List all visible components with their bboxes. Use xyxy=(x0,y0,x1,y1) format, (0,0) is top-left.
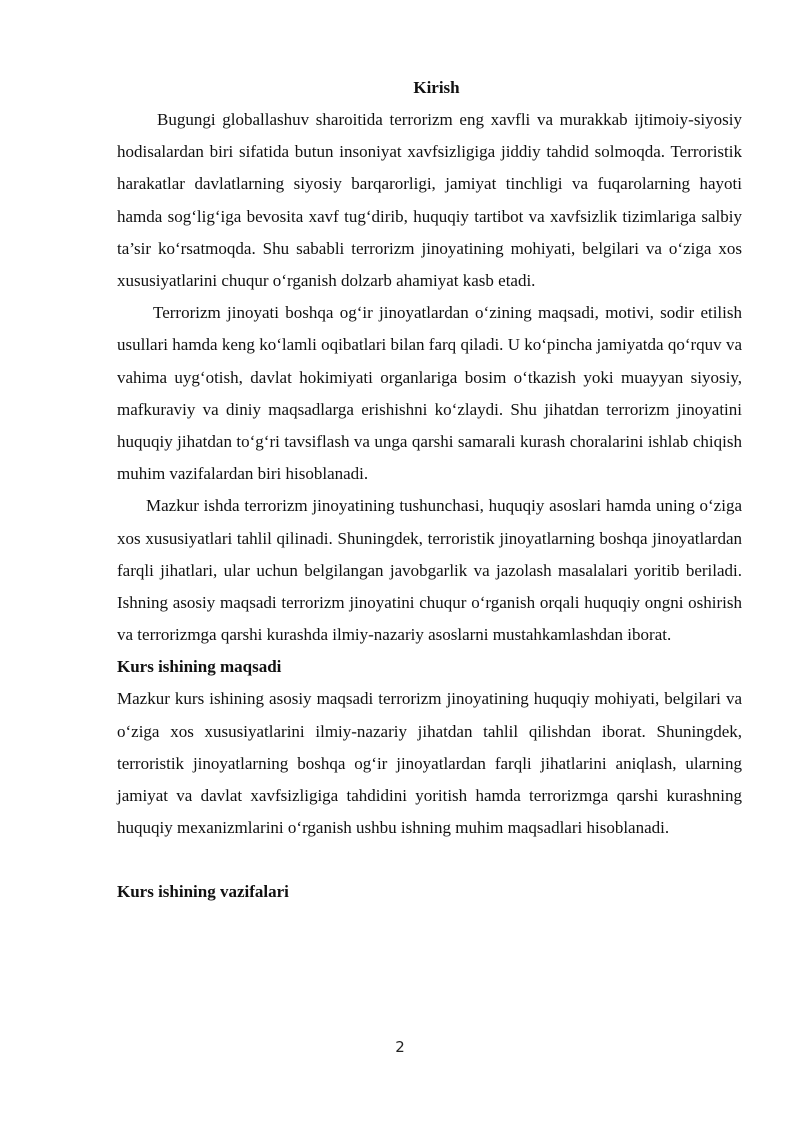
goal-paragraph: Mazkur kurs ishining asosiy maqsadi terrorizm jinoyatining huquqiy mohiyati, belgilari va o‘ziga xos xususiyatlarini ilmiy-nazariy jihatdan tahlil qilishdan iborat. Shuningdek, terroristik jinoyatlarning boshqa og‘ir jinoyatlardan farqli jihatlarini aniqlash, ularning jamiyat va davlat xavfsizligiga tahdidini yoritish hamda terrorizmga qarshi kurashning huquqiy mexanizmlarini o‘rganish ushbu ishning muhim maqsadlari hisoblanadi. xyxy=(117,689,742,838)
tasks-heading: Kurs ishining vazifalari xyxy=(117,882,289,902)
intro-paragraph-2: Terrorizm jinoyati boshqa og‘ir jinoyatlardan o‘zining maqsadi, motivi, sodir etilish usullari hamda keng ko‘lamli oqibatlari bilan farq qiladi. U ko‘pincha jamiyatda qo‘rquv va vahima uyg‘otish, davlat hokimiyati organlariga bosim o‘tkazish yoki muayyan siyosiy, mafkuraviy va diniy maqsadlarga erishishni ko‘zlaydi. Shu jihatdan terrorizm jinoyatini huquqiy jihatdan to‘g‘ri tavsiflash va unga qarshi samarali kurash choralarini ishlab chiqish muhim vazifalardan biri hisoblanadi. xyxy=(117,303,742,484)
goal-heading: Kurs ishining maqsadi xyxy=(117,657,282,677)
blank-line xyxy=(117,844,742,876)
intro-paragraph-3: Mazkur ishda terrorizm jinoyatining tushunchasi, huquqiy asoslari hamda uning o‘ziga xos xususiyatlari tahlil qilinadi. Shuningdek, terroristik jinoyatlarning boshqa jinoyatlardan farqli jihatlari, ular uchun belgilangan javobgarlik va jazolash masalalari yoritib beriladi. Ishning asosiy maqsadi terrorizm jinoyatini chuqur o‘rganish orqali huquqiy ongni oshirish va terrorizmga qarshi kurashda ilmiy-nazariy asoslarni mustahkamlashdan iborat. xyxy=(117,496,742,645)
document-page xyxy=(117,74,742,908)
section-title: Kirish xyxy=(413,78,460,97)
page-number: 2 xyxy=(395,1038,405,1056)
intro-paragraph-1: Bugungi globallashuv sharoitida terrorizm eng xavfli va murakkab ijtimoiy-siyosiy hodisalardan biri sifatida butun insoniyat xavfsizligiga jiddiy tahdid solmoqda. Terroristik harakatlar davlatlarning siyosiy barqarorligi, jamiyat tinchligi va fuqarolarning hayoti hamda sog‘lig‘iga bevosita xavf tug‘dirib, huquqiy tartibot va xavfsizlik tizimlariga salbiy ta’sir ko‘rsatmoqda. Shu sababli terrorizm jinoyatining mohiyati, belgilari va o‘ziga xos xususiyatlarini chuqur o‘rganish dolzarb ahamiyat kasb etadi. xyxy=(117,110,742,291)
